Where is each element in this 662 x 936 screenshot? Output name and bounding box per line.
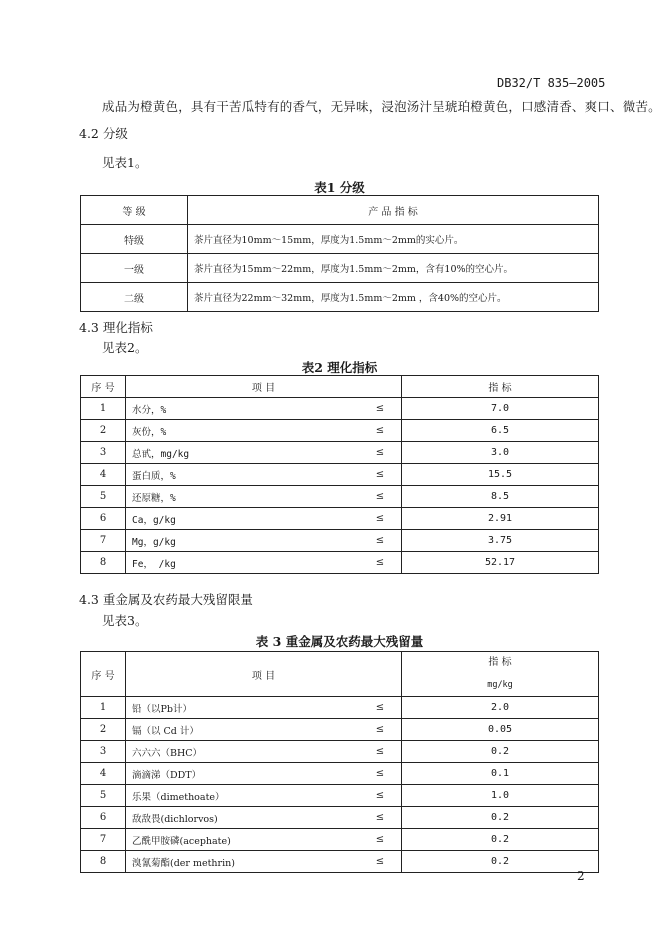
limit-symbol: ≤ — [359, 464, 402, 486]
value-cell: 7.0 — [402, 398, 599, 420]
spec-cell: 茶片直径为22mm～32mm，厚度为1.5mm～2mm ，含40%的空心片。 — [188, 283, 599, 312]
limit-symbol: ≤ — [359, 851, 402, 873]
limit-symbol: ≤ — [359, 486, 402, 508]
table-row — [81, 719, 599, 741]
row-number: 8 — [81, 552, 126, 574]
row-number: 3 — [81, 442, 126, 464]
value-cell: 2.0 — [402, 697, 599, 719]
row-number: 1 — [81, 398, 126, 420]
limit-symbol: ≤ — [359, 552, 402, 574]
column-header: 指 标 — [402, 376, 599, 398]
row-number: 7 — [81, 829, 126, 851]
row-number: 1 — [81, 697, 126, 719]
row-number: 5 — [81, 486, 126, 508]
value-cell: 52.17 — [402, 552, 599, 574]
value-cell: 8.5 — [402, 486, 599, 508]
column-header: 项 目 — [126, 652, 402, 697]
grade-cell: 一级 — [81, 254, 188, 283]
value-cell: 3.0 — [402, 442, 599, 464]
value-cell: 0.2 — [402, 741, 599, 763]
intro-paragraph: 成品为橙黄色，具有干苦瓜特有的香气，无异味，浸泡汤汁呈琥珀橙黄色，口感清香、爽口、微苦。 — [102, 99, 661, 114]
item-cell: Ca，g/kg — [126, 508, 360, 530]
row-number: 6 — [81, 807, 126, 829]
table-row — [81, 807, 599, 829]
column-header: 序 号 — [81, 376, 126, 398]
row-number: 5 — [81, 785, 126, 807]
limit-symbol: ≤ — [359, 829, 402, 851]
column-header: 项 目 — [126, 376, 402, 398]
limit-symbol: ≤ — [359, 785, 402, 807]
table-row — [81, 486, 599, 508]
item-cell: 水分，% — [126, 398, 360, 420]
table-row — [81, 741, 599, 763]
table3-caption: 表 3 重金属及农药最大残留量 — [255, 634, 424, 649]
item-cell: 六六六（BHC） — [126, 741, 360, 763]
limit-symbol: ≤ — [359, 741, 402, 763]
limit-symbol: ≤ — [359, 398, 402, 420]
table1-caption: 表1 分级 — [314, 180, 365, 195]
item-cell: 滴滴涕（DDT） — [126, 763, 360, 785]
table-header-row — [81, 652, 599, 697]
value-cell: 0.05 — [402, 719, 599, 741]
row-number: 4 — [81, 763, 126, 785]
table-header-row — [81, 196, 599, 225]
limit-symbol: ≤ — [359, 508, 402, 530]
grade-cell: 特级 — [81, 225, 188, 254]
value-cell: 0.2 — [402, 807, 599, 829]
item-cell: 铅（以Pb计） — [126, 697, 360, 719]
table-row — [81, 763, 599, 785]
item-cell: Fe， /kg — [126, 552, 360, 574]
item-cell: 总甙，mg/kg — [126, 442, 360, 464]
table-row — [81, 785, 599, 807]
value-cell: 3.75 — [402, 530, 599, 552]
value-cell: 0.2 — [402, 851, 599, 873]
value-cell: 0.1 — [402, 763, 599, 785]
limit-symbol: ≤ — [359, 763, 402, 785]
page-number: 2 — [577, 869, 585, 883]
limit-symbol: ≤ — [359, 442, 402, 464]
table-row — [81, 420, 599, 442]
limit-symbol: ≤ — [359, 420, 402, 442]
column-header: 产 品 指 标 — [188, 196, 599, 225]
table-row — [81, 225, 599, 254]
row-number: 2 — [81, 420, 126, 442]
section-heading-4-3-residues: 4.3 重金属及农药最大残留限量 — [79, 592, 253, 607]
value-cell: 0.2 — [402, 829, 599, 851]
limit-symbol: ≤ — [359, 697, 402, 719]
item-cell: Mg，g/kg — [126, 530, 360, 552]
section-heading-4-3: 4.3 理化指标 — [79, 320, 153, 335]
table-row — [81, 697, 599, 719]
document-code: DB32/T 835—2005 — [497, 76, 606, 90]
item-cell: 还原糖，% — [126, 486, 360, 508]
table-row — [81, 552, 599, 574]
table-row — [81, 508, 599, 530]
residue-limit-table — [80, 651, 599, 873]
spec-cell: 茶片直径为10mm～15mm，厚度为1.5mm～2mm的实心片。 — [188, 225, 599, 254]
section-reference: 见表3。 — [102, 613, 148, 628]
item-cell: 镉（以 Cd 计） — [126, 719, 360, 741]
unit-label: mg/kg — [487, 680, 513, 690]
grade-cell: 二级 — [81, 283, 188, 312]
spec-cell: 茶片直径为15mm～22mm，厚度为1.5mm～2mm，含有10%的空心片。 — [188, 254, 599, 283]
value-cell: 2.91 — [402, 508, 599, 530]
row-number: 6 — [81, 508, 126, 530]
item-cell: 敌敌畏(dichlorvos) — [126, 807, 360, 829]
limit-symbol: ≤ — [359, 719, 402, 741]
item-cell: 蛋白质，% — [126, 464, 360, 486]
table-row — [81, 283, 599, 312]
limit-symbol: ≤ — [359, 530, 402, 552]
item-cell: 灰份，% — [126, 420, 360, 442]
table-row — [81, 851, 599, 873]
column-header — [402, 652, 599, 697]
table2-caption: 表2 理化指标 — [301, 360, 378, 375]
grading-table — [80, 195, 599, 312]
row-number: 2 — [81, 719, 126, 741]
item-cell: 乐果（dimethoate） — [126, 785, 360, 807]
value-cell: 6.5 — [402, 420, 599, 442]
value-cell: 1.0 — [402, 785, 599, 807]
table-row — [81, 254, 599, 283]
item-cell: 溴氰菊酯(der methrin) — [126, 851, 360, 873]
limit-symbol: ≤ — [359, 807, 402, 829]
value-cell: 15.5 — [402, 464, 599, 486]
section-heading-4-2: 4.2 分级 — [79, 126, 128, 141]
physicochemical-table — [80, 375, 599, 574]
section-reference: 见表2。 — [102, 340, 148, 355]
table-row — [81, 829, 599, 851]
row-number: 7 — [81, 530, 126, 552]
row-number: 4 — [81, 464, 126, 486]
item-cell: 乙酰甲胺磷(acephate) — [126, 829, 360, 851]
section-reference: 见表1。 — [102, 155, 148, 170]
table-header-row — [81, 376, 599, 398]
table-row — [81, 442, 599, 464]
indicator-label: 指 标 — [488, 657, 512, 668]
column-header: 等 级 — [81, 196, 188, 225]
row-number: 8 — [81, 851, 126, 873]
table-row — [81, 398, 599, 420]
table-row — [81, 464, 599, 486]
column-header: 序 号 — [81, 652, 126, 697]
row-number: 3 — [81, 741, 126, 763]
table-row — [81, 530, 599, 552]
